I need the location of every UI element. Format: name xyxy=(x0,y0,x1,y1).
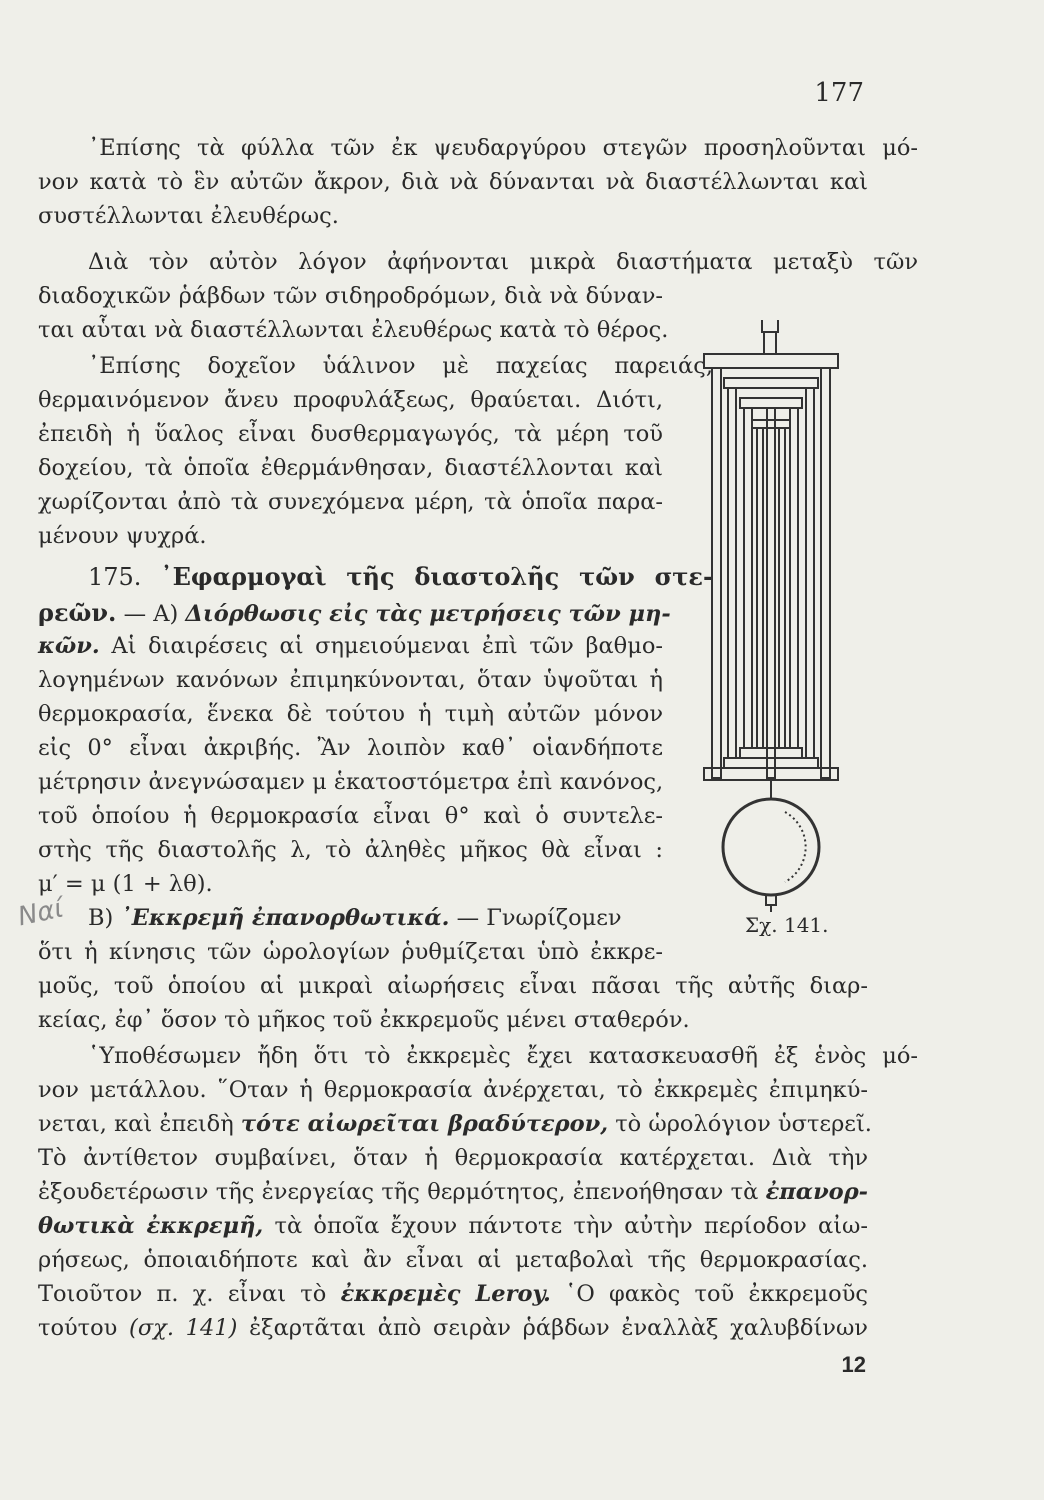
text-line: ᾿Επίσης δοχεῖον ὑάλινον μὲ παχείας παρειάς, xyxy=(88,353,713,379)
page-number: 177 xyxy=(814,78,864,108)
text-line: Τοιοῦτον π. χ. εἶναι τὸ ἐκκρεμὲς Leroy. ῾Ο φακὸς τοῦ ἐκκρεμοῦς xyxy=(38,1281,868,1307)
text-line: θερμοκρασία, ἕνεκα δὲ τούτου ἡ τιμὴ αὐτῶν μόνον xyxy=(38,701,663,727)
text-line: μέτρησιν ἀνεγνώσαμεν μ ἑκατοστόμετρα ἐπὶ κανόνος, xyxy=(38,769,664,795)
text-line: λογημένων κανόνων ἐπιμηκύνονται, ὅταν ὑψοῦται ἡ xyxy=(38,667,663,693)
text-line: τούτου (σχ. 141) ἐξαρτᾶται ἀπὸ σειρὰν ῥάβδων ἐναλλὰξ χαλυβδίνων xyxy=(38,1315,868,1341)
text-line: Διὰ τὸν αὐτὸν λόγον ἀφήνονται μικρὰ διαστήματα μεταξὺ τῶν xyxy=(88,249,918,275)
text-line: ᾿Επίσης τὰ φύλλα τῶν ἐκ ψευδαργύρου στεγῶν προσηλοῦνται μό- xyxy=(88,135,918,161)
text-line: ρεῶν. — Α) Διόρθωσις εἰς τὰς μετρήσεις τῶν μη- xyxy=(38,598,671,627)
text-line: δοχείου, τὰ ὁποῖα ἐθερμάνθησαν, διαστέλλονται καὶ xyxy=(38,455,663,481)
text-line: χωρίζονται ἀπὸ τὰ συνεχόμενα μέρη, τὰ ὁποῖα παρα- xyxy=(38,489,663,515)
subsection-title: Διόρθωσις εἰς τὰς μετρήσεις τῶν μη- xyxy=(185,601,671,627)
text-line: Β) ᾿Εκκρεμῆ ἐπανορθωτικά. — Γνωρίζομεν xyxy=(88,905,622,931)
text-line: ῾Υποθέσωμεν ἤδη ὅτι τὸ ἐκκρεμὲς ἔχει κατασκευασθῆ ἐξ ἑνὸς μό- xyxy=(88,1043,918,1069)
formula: μ′ = μ (1 + λθ). xyxy=(38,871,213,897)
text-line: κείας, ἐφ᾽ ὅσον τὸ μῆκος τοῦ ἐκκρεμοῦς μένει σταθερόν. xyxy=(38,1007,690,1033)
section-title: ᾿Εφαρμογαὶ τῆς διαστολῆς τῶν στε- xyxy=(160,562,713,591)
figure-caption: Σχ. 141. xyxy=(745,913,829,937)
text-line: ἐξουδετέρωσιν τῆς ἐνεργείας τῆς θερμότητος, ἐπενοήθησαν τὰ ἐπανορ- xyxy=(38,1179,868,1205)
text-line: τοῦ ὁποίου ἡ θερμοκρασία εἶναι θ° καὶ ὁ συντελε- xyxy=(38,803,663,829)
text-line: διαδοχικῶν ῥάβδων τῶν σιδηροδρόμων, διὰ νὰ δύναν- xyxy=(38,283,663,309)
text-line: ἐπειδὴ ἡ ὕαλος εἶναι δυσθερμαγωγός, τὰ μέρη τοῦ xyxy=(38,421,663,447)
text-line: Τὸ ἀντίθετον συμβαίνει, ὅταν ἡ θερμοκρασία κατέρχεται. Διὰ τὴν xyxy=(38,1145,868,1171)
margin-annotation: Ναί xyxy=(15,893,67,933)
text-line: συστέλλωνται ἐλευθέρως. xyxy=(38,203,339,229)
text-line: μοῦς, τοῦ ὁποίου αἱ μικραὶ αἰωρήσεις εἶναι πᾶσαι τῆς αὐτῆς διαρ- xyxy=(38,973,868,999)
text-line: ὅτι ἡ κίνησις τῶν ὡρολογίων ῥυθμίζεται ὑπὸ ἐκκρε- xyxy=(38,939,663,965)
signature-mark: 12 xyxy=(841,1352,866,1377)
section-number: 175. xyxy=(88,563,142,591)
text-line: νον μετάλλου. ῞Οταν ἡ θερμοκρασία ἀνέρχεται, τὸ ἐκκρεμὲς ἐπιμηκύ- xyxy=(38,1077,868,1103)
text-line: θερμαινόμενον ἄνευ προφυλάξεως, θραύεται. Διότι, xyxy=(38,387,663,413)
text-line: κῶν. Αἱ διαιρέσεις αἱ σημειούμεναι ἐπὶ τῶν βαθμο- xyxy=(38,633,663,659)
subsection-title: ᾿Εκκρεμῆ ἐπανορθωτικά. xyxy=(120,905,450,931)
gridiron-pendulum-figure xyxy=(690,312,850,912)
section-heading xyxy=(38,560,713,594)
text-line: νον κατὰ τὸ ἓν αὐτῶν ἄκρον, διὰ νὰ δύνανται νὰ διαστέλλωνται καὶ xyxy=(38,169,868,195)
text-line: στὴς τῆς διαστολῆς λ, τὸ ἀληθὲς μῆκος θὰ εἶναι : xyxy=(38,837,663,863)
text-line: ρήσεως, ὁποιαιδήποτε καὶ ἂν εἶναι αἱ μεταβολαὶ τῆς θερμοκρασίας. xyxy=(38,1247,868,1273)
text-line: θωτικὰ ἐκκρεμῆ, τὰ ὁποῖα ἔχουν πάντοτε τὴν αὐτὴν περίοδον αἰω- xyxy=(38,1213,868,1239)
text-line: ται αὗται νὰ διαστέλλωνται ἐλευθέρως κατὰ τὸ θέρος. xyxy=(38,317,669,343)
text-line: εἰς 0° εἶναι ἀκριβής. Ἂν λοιπὸν καθ᾽ οἱανδήποτε xyxy=(38,735,663,761)
text-line: μένουν ψυχρά. xyxy=(38,523,207,549)
text-line: νεται, καὶ ἐπειδὴ τότε αἰωρεῖται βραδύτερον, τὸ ὡρολόγιον ὑστερεῖ. xyxy=(38,1111,872,1137)
